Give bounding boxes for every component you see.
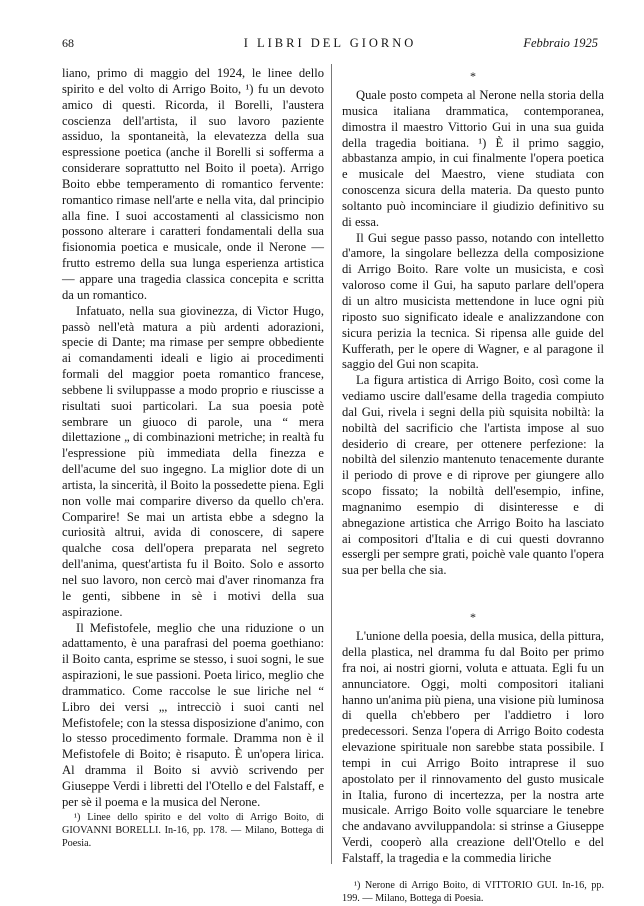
left-paragraph-2: Infatuato, nella sua giovinezza, di Victor Hugo, passò nell'età matura a più ardenti adorazioni, specie di Dante; ma rimase per sempre obbediente ai comandamenti ideali e ligio ai procedimenti formali del maggior poeta romantico francese, sebbene li sviluppasse a modo proprio e riuscisse a risultati suoi particolari. La sua poesia potè sembrare un giuoco di parole, una “ mera dilettazione „ di combinazioni metriche; in realtà fu l'espressione più immediata della finezza e dell'acume del suo ingegno. La miglior dote di un artista, la sincerità, il Boito la possedette piena. Egli non volle mai comparire diverso da quello ch'era. Comparire! Se mai un artista ebbe a sdegno la curiosità altrui, avida di conoscere, di sapere qualche cosa dell'opera preparata nel segreto dell'anima, quest'artista fu il Boito. Solo e assorto nel suo lavoro, non cercò mai d'aver rinomanza fra le genti, sibbene in sè i motivi della sua aspirazione. [62,303,324,619]
running-title: I LIBRI DEL GIORNO [243,36,417,50]
right-paragraph-3: La figura artistica di Arrigo Boito, così come la vediamo uscire dall'esame della tragedia compiuto dal Gui, rivela i segni della più squisita nobiltà: la nobiltà del sacrificio che l'artista impose al suo desiderio di creare, per ottenere perfezione: la nobiltà del silenzio mantenuto tenacemente durante il periodo di prove e di riprove per giungere allo scopo fissato; la nobiltà dell'esempio, infine, magnanimo esempio di disinteresse e di abnegazione artistica che Arrigo Boito ha lasciato ai compositori d'Italia e di cui questi dovranno essergli per sempre grati, poichè vale quanto l'opera sua per bella che sia. [342,373,604,578]
left-column [62,66,324,851]
page-number: 68 [62,36,74,50]
right-paragraph-4: L'unione della poesia, della musica, della pittura, della plastica, nel dramma fu dal Boito per primo fra noi, ai nostri giorni, voluta e attuata. Egli fu un annunciatore. Oggi, molti compositori italiani hanno un'anima più piena, una visione più luminosa di quella ch'ebbero per l'addietro i loro predecessori. Senza l'opera di Arrigo Boito codesta elevazione spirituale non sarebbe stata possibile. I tempi in cui Arrigo Boito intraprese il suo apostolato per il rinnovamento del gusto musicale in Italia, furono di incertezza, per la nostra arte musicale. Arrigo Boito volle squarciare le tenebre che andavano avviluppandola: si strinse a Giuseppe Verdi, cooperò alla creazione dell'Otello e del Falstaff, la tragedia e la commedia liriche [342,629,604,865]
section-separator-asterisk: * [470,610,476,625]
right-column [342,66,604,906]
left-paragraph-1: liano, primo di maggio del 1924, le linee dello spirito e del volto di Arrigo Boito, ¹) fu un devoto amico di questi. Ricorda, il Borelli, l'austera coscienza dell'artista, il suo lavoro paziente assiduo, la spontaneità, la elevatezza della sua espressione poetica (anche il Borelli si sofferma a considerare soprattutto nel Boito il poeta). Arrigo Boito ebbe temperamento di romantico fervente: romantico rimase nell'arte e nella vita, dal principio alla fine. I suoi accostamenti al classicismo non possono alterare i caratteri fondamentali della sua fisionomia poetica e musicale, onde il Nerone — frutto estremo della sua lunga esperienza artistica — appare una tragedia classica concepita e scritta da un romantico. [62,66,324,302]
left-paragraph-3: Il Mefistofele, meglio che una riduzione o un adattamento, è una parafrasi del poema goethiano: il Boito canta, esprime se stesso, i suoi sogni, le sue aspirazioni, le sue passioni. Poeta lirico, meglio che drammatico. Come raccolse le sue liriche nel “ Libro dei versi „, intrecciò i suoi canti nel Mefistofele; con la stessa disposizione d'animo, con lo stesso procedimento formale. Dramma non è il Mefistofele di Boito; è risaputo. È un'opera lirica. Al dramma il Boito si avviò scrivendo per Giuseppe Verdi i libretti del l'Otello e del Falstaff, e per sè il poema e la musica del Nerone. [62,620,324,809]
right-paragraph-2: Il Gui segue passo passo, notando con intelletto d'amore, la singolare bellezza della composizione di Arrigo Boito. Rare volte un musicista, e così valoroso come il Gui, ha saputo parlare dell'opera di un altro musicista mettendone in luce ogni più riposto suo significato ideale e analizzandone con sicura perizia la tecnica. Si ripensa alle guide del Kufferath, per le opere di Wagner, e al paragone il saggio del Gui non scapita. [342,230,604,372]
column-divider [331,64,332,864]
right-footnote: ¹) Nerone di Arrigo Boito, di VITTORIO GUI. In-16, pp. 199. — Milano, Bottega di Poesia. [342,879,604,905]
section-separator-asterisk: * [470,69,476,83]
running-header [62,36,598,58]
right-paragraph-1: Quale posto competa al Nerone nella storia della musica italiana drammatica, contemporanea, dimostra il maestro Vittorio Gui in una sua guida della tragedia boitiana. ¹) È il primo saggio, abbastanza ampio, in cui finalmente l'opera poetica e musicale del Maestro, viene studiata con conoscenza sicura della materia. Da questo punto soltanto può incominciare il giudizio definitivo su di essa. [342,88,604,229]
left-footnote: ¹) Linee dello spirito e del volto di Arrigo Boito, di GIOVANNI BORELLI. In-16, pp. 178. — Milano, Bottega di Poesia. [62,811,324,850]
issue-date: Febbraio 1925 [523,36,598,50]
